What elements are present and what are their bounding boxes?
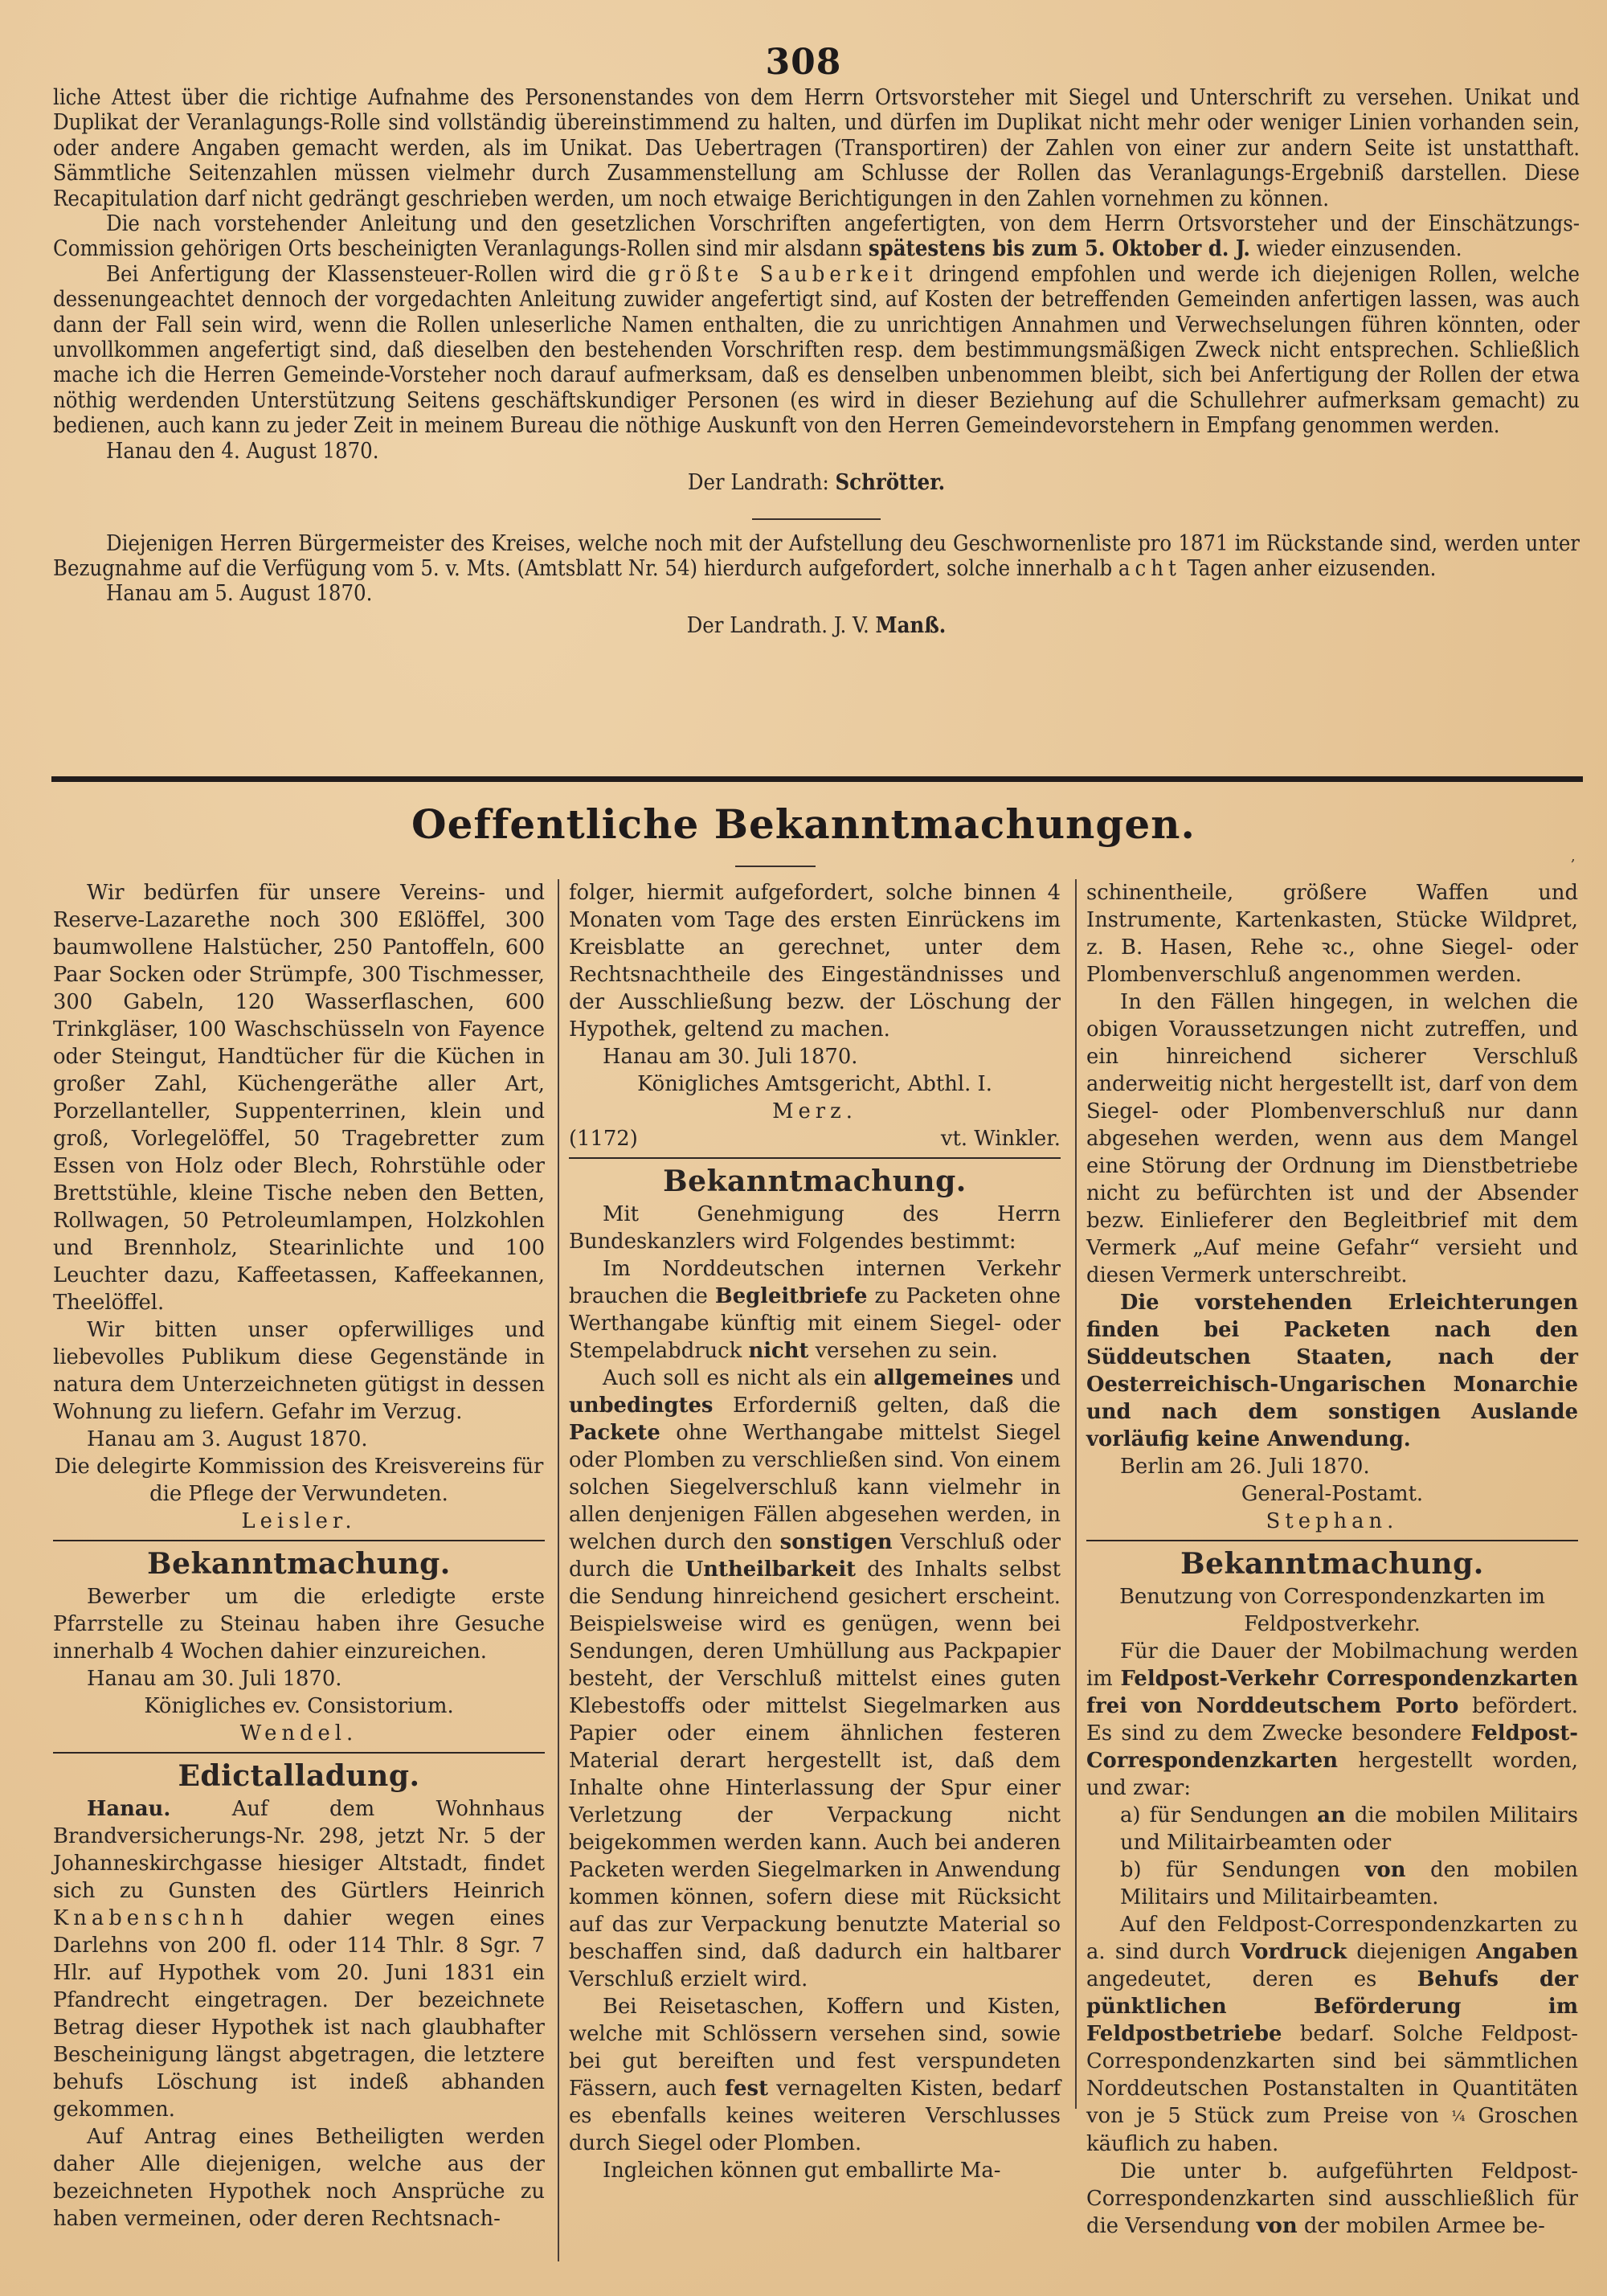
pfarrstelle-authority: Königliches ev. Consistorium. xyxy=(144,1694,454,1718)
margin-mark: , xyxy=(1571,848,1576,865)
edictalladung-body: Hanau. Auf dem Wohnhaus Brandversicherungs-Nr. 298, jetzt Nr. 5 der Johanneskirchgasse hiesiger Altstadt, findet sich zu Gunsten des Gürtlers Heinrich Knabenschnh dahier wegen eines Darlehns von 200 fl. oder 114 Thlr. 8 Sgr. 7 Hlr. auf Hypothek vom 20. Juni 1831 ein Pfandrecht eingetragen. Der bezeichnete Betrag dieser Hypothek ist nach glaubhafter Bescheinigung längst abgetragen, die letztere behufs Löschung ist indeß abhanden gekommen. xyxy=(53,1797,545,2122)
dateline-1: Hanau den 4. August 1870. xyxy=(106,438,379,464)
instructions-paragraph: liche Attest über die richtige Aufnahme des Personenstandes von dem Herrn Ortsvorsteher mit Siegel und Unterschrift zu versehen. Unikat und Duplikat der Veranlagungs-Rolle sind vollständig übereinstimmend zu halten, und dürfen im Duplikat nicht mehr oder weniger Linien vorhanden sein, oder andere Angaben gemacht werden, als im Unikat. Das Uebertragen (Transportiren) der Zahlen von einer zur andern Seite ist unstatthaft. Sämmtliche Seitenzahlen müssen vielmehr durch Zusammenstellung am Schlusse der Rollen das Veranlagungs-Ergebniß darstellen. Diese Recapitulation darf nicht gedrängt geschrieben werden, um noch etwaige Berichtigungen in den Zahlen vornehmen zu können. xyxy=(53,85,1580,211)
notice-separator xyxy=(569,1157,1061,1159)
notice-separator xyxy=(53,1540,545,1541)
feldpost-b-cards: Die unter b. aufgeführten Feldpost-Correspondenzkarten sind ausschließlich für die Versendung von der mobilen Armee be- xyxy=(1086,2159,1578,2238)
edictalladung-summons: Auf Antrag eines Betheiligten werden daher Alle diejenigen, welche aus der bezeichneten Hypothek noch Ansprüche zu haben vermeinen, oder deren Rechtsnach- xyxy=(53,2125,545,2231)
reference-signature: vt. Winkler. xyxy=(940,1127,1061,1151)
donation-request-intro: Wir bedürfen für unsere Vereins- und Reserve-Lazarethe noch 300 Eßlöffel, 300 baumwollene Halstücher, 250 Pantoffeln, 600 Paar Socken oder Strümpfe, 300 Tischmesser, 300 Gabeln, 120 Wasserflaschen, 600 Trinkgläser, 100 Waschschüsseln von Fayence oder Steingut, Handtücher für die Küchen in großer Zahl, Küchengeräthe aller Art, Porzellanteller, Suppenterrinen, klein und groß, Vorlegelöffel, 50 Tragebretter zum Essen von Holz oder Blech, Rohrstühle oder Brettstühle, kleine Tische neben den Betten, Rollwagen, 50 Petroleumlampen, Holzkohlen und Brennholz, Stearinlichte und 100 Leuchter dazu, Kaffeetassen, Kaffeekannen, Theelöffel. xyxy=(53,881,545,1315)
signature-landrath-2: Der Landrath. J. V. Manß. xyxy=(686,612,947,638)
edictalladung-continuation: folger, hiermit aufgefordert, solche binnen 4 Monaten vom Tage des ersten Einrückens im Kreisblatte an gerechnet, unter dem Rechtsnachtheile des Eingeständnisses und der Ausschließung bezw. der Löschung der Hypothek, geltend zu machen. xyxy=(569,881,1061,1042)
cleanliness-emphasis: größte Sauberkeit xyxy=(648,261,918,287)
column-divider xyxy=(1075,879,1077,2109)
district-notices-section xyxy=(53,85,1580,645)
dateline-2: Hanau am 5. August 1870. xyxy=(106,581,373,607)
cleanliness-paragraph: Bei Anfertigung der Klassensteuer-Rollen wird die größte Sauberkeit dringend empfohlen und werde ich diejenigen Rollen, welche dessenungeachtet dennoch der vorgedachten Anleitung zuwider angefertigt sind, auf Kosten der betreffenden Gemeinden anfertigen lassen, was auch dann der Fall sein wird, wenn die Rollen unleserliche Namen enthalten, die zu unrichtigen Annahmen und Verwechselungen führen könnten, oder unvollkommen angefertigt sind, daß dieselben den bestehenden Vorschriften resp. dem bestimmungsmäßigen Zweck nicht entsprechen. Schließlich mache ich die Herren Gemeinde-Vorsteher noch darauf aufmerksam, daß es denselben unbenommen bleibt, sich bei Anfertigung der Rollen der etwa nöthig werdenden Unterstützung Seitens geschäftskundiger Personen (es wird in dieser Beziehung auf die Schullehrer aufmerksam gemacht) zu bedienen, auch kann zu jeder Zeit in meinem Bureau die nöthige Auskunft von den Herren Gemeindevorstehern in Empfang genommen werden. xyxy=(53,261,1580,439)
section-heading: Oeffentliche Bekanntmachungen. xyxy=(411,800,1196,848)
feldpost-intro: Für die Dauer der Mobilmachung werden im Feldpost-Verkehr Correspondenzkarten frei von Norddeutschem Porto befördert. Es sind zu dem Zwecke besondere Feldpost-Correspondenzkarten hergestellt worden, und zwar: xyxy=(1086,1639,1578,1800)
exceptions-rule: Die vorstehenden Erleichterungen finden bei Packeten nach den Süddeutschen Staaten, nach der Oesterreichisch-Ungarischen Monarchie und nach dem sonstigen Auslande vorläufig keine Anwendung. xyxy=(1086,1291,1578,1451)
edictalladung-signature: Merz. xyxy=(772,1099,857,1123)
postamt-authority: General-Postamt. xyxy=(1241,1482,1424,1506)
reference-row xyxy=(569,1125,1061,1152)
feldpost-item-a: a) für Sendungen an die mobilen Militairs und Militairbeamten oder xyxy=(1120,1803,1578,1855)
gefahr-rule: In den Fällen hingegen, in welchen die obigen Voraussetzungen nicht zutreffen, und ein hinreichend sicherer Verschluß anderweitig nicht hergestellt ist, darf von dem Siegel- oder Plombenverschluß nur dann abgesehen werden, wenn aus dem Mangel eine Störung der Ordnung im Dienstbetriebe nicht zu befürchten ist und der Absender bezw. Einlieferer den Begleitbrief mit dem Vermerk „Auf meine Gefahr“ versieht und diesen Vermerk unterschreibt. xyxy=(1086,990,1578,1287)
pfarrstelle-dateline: Hanau am 30. Juli 1870. xyxy=(87,1667,342,1691)
deadline-emphasis: spätestens bis zum 5. Oktober d. J. xyxy=(868,235,1250,262)
reference-number: (1172) xyxy=(569,1127,638,1151)
koffer-rule: Bei Reisetaschen, Koffern und Kisten, welche mit Schlössern versehen sind, sowie bei gut bereiften und fest verspundeten Fässern, auch fest vernagelten Kisten, bedarf es ebenfalls keines weiteren Verschlusses durch Siegel oder Plomben. xyxy=(569,1995,1061,2155)
separator-rule xyxy=(752,518,881,520)
maschinen-rule-continuation: schinentheile, größere Waffen und Instrumente, Kartenkasten, Stücke Wildpret, z. B. Hasen, Rehe ꝛc., ohne Siegel- oder Plombenverschluß angenommen werden. xyxy=(1086,881,1578,987)
donation-signatory: Die delegirte Kommission des Kreisvereins für die Pflege der Verwundeten. xyxy=(54,1455,544,1506)
page-number: 308 xyxy=(765,42,842,83)
pfarrstelle-body: Bewerber um die erledigte erste Pfarrstelle zu Steinau haben ihre Gesuche innerhalb 4 Wochen dahier einzureichen. xyxy=(53,1585,545,1664)
heading-underline xyxy=(735,866,816,867)
deadline-paragraph: Die nach vorstehender Anleitung und den gesetzlichen Vorschriften angefertigten, von dem Herrn Ortsvorsteher und der Einschätzungs-Commission gehörigen Orts bescheinigten Veranlagungs-Rollen sind mir alsdann spätestens bis zum 5. Oktober d. J. wieder einzusenden. xyxy=(53,211,1580,262)
signature-landrath-1: Der Landrath: Schrötter. xyxy=(687,469,946,496)
notice-separator xyxy=(1086,1540,1578,1541)
column-divider xyxy=(558,879,559,2261)
maschinen-rule-start: Ingleichen können gut emballirte Ma- xyxy=(603,2159,1001,2183)
feldpost-item-b: b) für Sendungen von den mobilen Militairs und Militairbeamten. xyxy=(1120,1858,1578,1909)
notice-heading-edictalladung: Edictalladung. xyxy=(178,1759,420,1793)
column-right xyxy=(1086,879,1578,2240)
edictalladung-dateline: Hanau am 30. Juli 1870. xyxy=(603,1045,858,1069)
notice-heading-feldpost: Bekanntmachung. xyxy=(1180,1547,1484,1581)
column-left xyxy=(53,879,545,2233)
begleitbriefe-rule: Im Norddeutschen internen Verkehr brauchen die Begleitbriefe zu Packeten ohne Werthangabe künftig mit einem Siegel- oder Stempelabdruck nicht versehen zu sein. xyxy=(569,1257,1061,1363)
price-fraction: ¼ xyxy=(1451,2108,1466,2125)
siegel-rule: Auch soll es nicht als ein allgemeines und unbedingtes Erforderniß gelten, daß die Packete ohne Werthangabe mittelst Siegel oder Plomben zu verschließen sind. Von einem solchen Siegelverschluß kann vielmehr in allen denjenigen Fällen abgesehen werden, in welchen durch den sonstigen Verschluß oder durch die Untheilbarkeit des Inhalts selbst die Sendung hinreichend gesichert erscheint. Beispielsweise wird es genügen, wenn bei Sendungen, deren Umhüllung aus Packpapier besteht, der Verschluß mittelst eines guten Klebestoffs oder mittelst Siegelmarken aus Papier oder einem ähnlichen festeren Material derart hergestellt ist, daß dem Inhalte ohne Hinterlassung der Spur einer Verletzung der Verpackung nicht beigekommen werden kann. Auch bei anderen Packeten werden Siegelmarken in Anwendung kommen können, sofern diese mit Rücksicht auf das zur Verpackung benutzte Material so beschaffen sind, daß dadurch ein haltbarer Verschluß erzielt wird. xyxy=(569,1366,1061,1991)
donation-dateline: Hanau am 3. August 1870. xyxy=(87,1427,368,1451)
postamt-signature: Stephan. xyxy=(1266,1509,1399,1533)
postamt-dateline: Berlin am 26. Juli 1870. xyxy=(1120,1455,1370,1479)
pfarrstelle-signature: Wendel. xyxy=(239,1721,358,1746)
donation-signature: Leisler. xyxy=(241,1509,357,1533)
edictalladung-authority: Königliches Amtsgericht, Abthl. I. xyxy=(637,1072,992,1096)
feldpost-vordruck: Auf den Feldpost-Correspondenzkarten zu a. sind durch Vordruck diejenigen Angaben angedeutet, deren es Behufs der pünktlichen Beförderung im Feldpostbetriebe bedarf. Solche Feldpost-Correspondenzkarten sind bei sämmtlichen Norddeutschen Postanstalten in Quantitäten von je 5 Stück zum Preise von ¼ Groschen käuflich zu haben. xyxy=(1086,1913,1579,2156)
notice-heading-begleitbriefe: Bekanntmachung. xyxy=(663,1164,967,1198)
public-notices-columns xyxy=(51,879,1583,2278)
donation-request-plea: Wir bitten unser opferwilliges und liebevolles Publikum diese Gegenstände in natura dem Unterzeichneten gütigst in dessen Wohnung zu liefern. Gefahr im Verzug. xyxy=(53,1318,545,1424)
notice-heading-pfarrstelle: Bekanntmachung. xyxy=(147,1547,451,1581)
feldpost-subheading: Benutzung von Correspondenzkarten im Feldpostverkehr. xyxy=(1119,1585,1545,1636)
begleitbriefe-intro: Mit Genehmigung des Herrn Bundeskanzlers wird Folgendes bestimmt: xyxy=(569,1202,1061,1254)
notice-separator xyxy=(53,1752,545,1754)
section-divider-rule xyxy=(51,776,1583,782)
jury-list-paragraph: Diejenigen Herren Bürgermeister des Kreises, welche noch mit der Aufstellung deu Geschwornenliste pro 1871 im Rückstande sind, werden unter Bezugnahme auf die Verfügung vom 5. v. Mts. (Amtsblatt Nr. 54) hierdurch aufgefordert, solche innerhalb acht Tagen anher eizusenden. xyxy=(53,530,1580,581)
column-middle xyxy=(569,879,1061,2184)
